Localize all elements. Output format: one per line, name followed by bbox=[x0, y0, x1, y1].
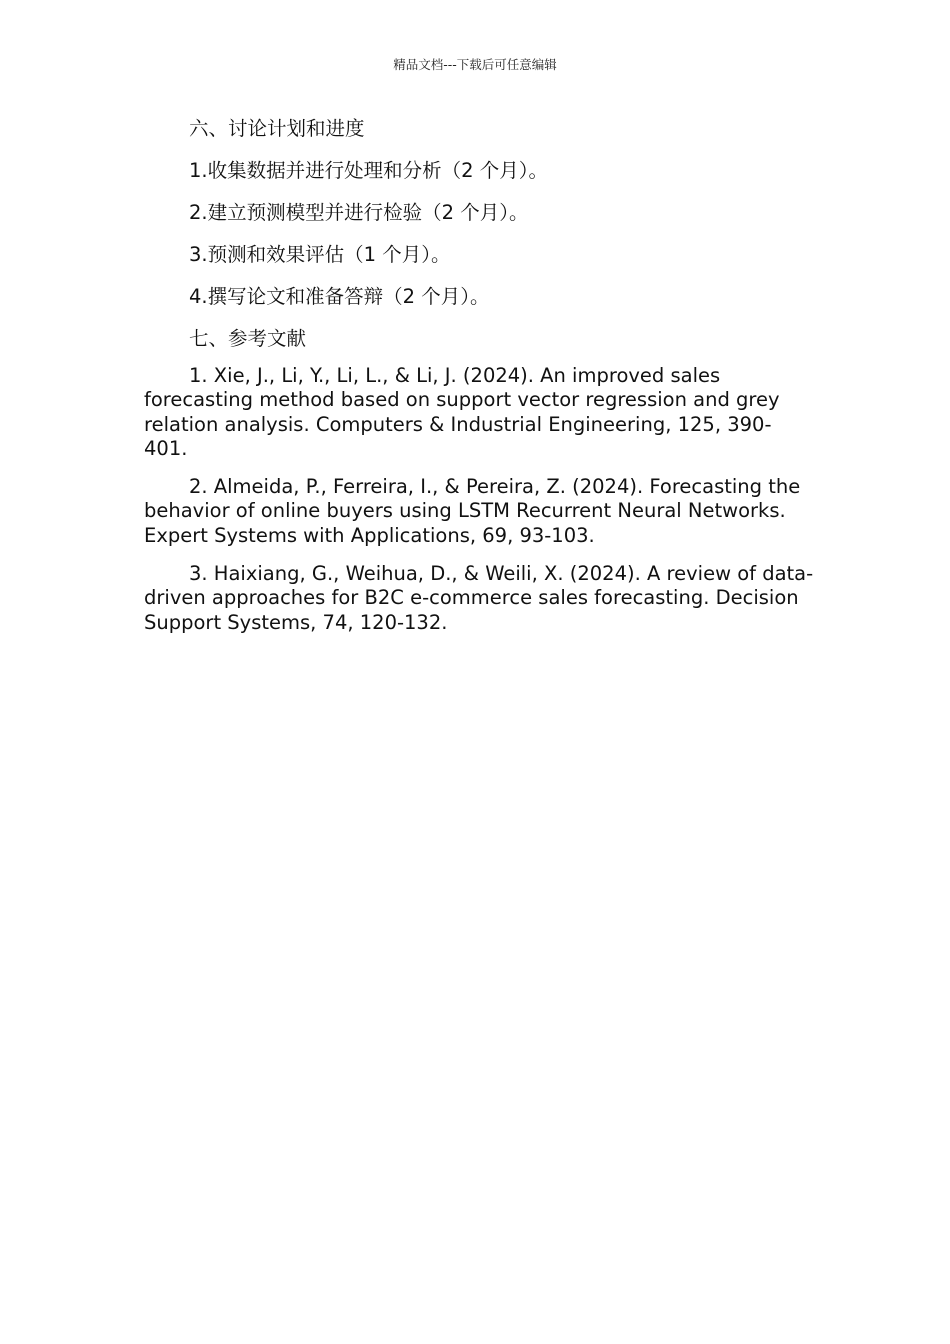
reference-list bbox=[144, 364, 814, 635]
section-heading-plan: 六、讨论计划和进度 bbox=[189, 117, 365, 140]
plan-item: 3.预测和效果评估（1 个月）。 bbox=[189, 243, 451, 266]
section-heading-references: 七、参考文献 bbox=[189, 327, 307, 350]
plan-item: 1.收集数据并进行处理和分析（2 个月）。 bbox=[189, 159, 548, 182]
plan-item: 2.建立预测模型并进行检验（2 个月）。 bbox=[189, 201, 529, 224]
page-header: 精品文档---下载后可任意编辑 bbox=[393, 57, 557, 72]
plan-item: 4.撰写论文和准备答辩（2 个月）。 bbox=[189, 285, 490, 308]
reference-item: 1. Xie, J., Li, Y., Li, L., & Li, J. (2024). An improved sales forecasting method based on support vector regression and grey relation analysis. Computers & Industrial Engineering, 125, 390-401. bbox=[144, 364, 780, 460]
reference-item: 2. Almeida, P., Ferreira, I., & Pereira, Z. (2024). Forecasting the behavior of online buyers using LSTM Recurrent Neural Networks. Expert Systems with Applications, 69, 93-103. bbox=[144, 475, 801, 547]
reference-item: 3. Haixiang, G., Weihua, D., & Weili, X. (2024). A review of data-driven approaches for B2C e-commerce sales forecasting. Decision Support Systems, 74, 120-132. bbox=[144, 562, 814, 634]
document-body bbox=[144, 116, 814, 649]
